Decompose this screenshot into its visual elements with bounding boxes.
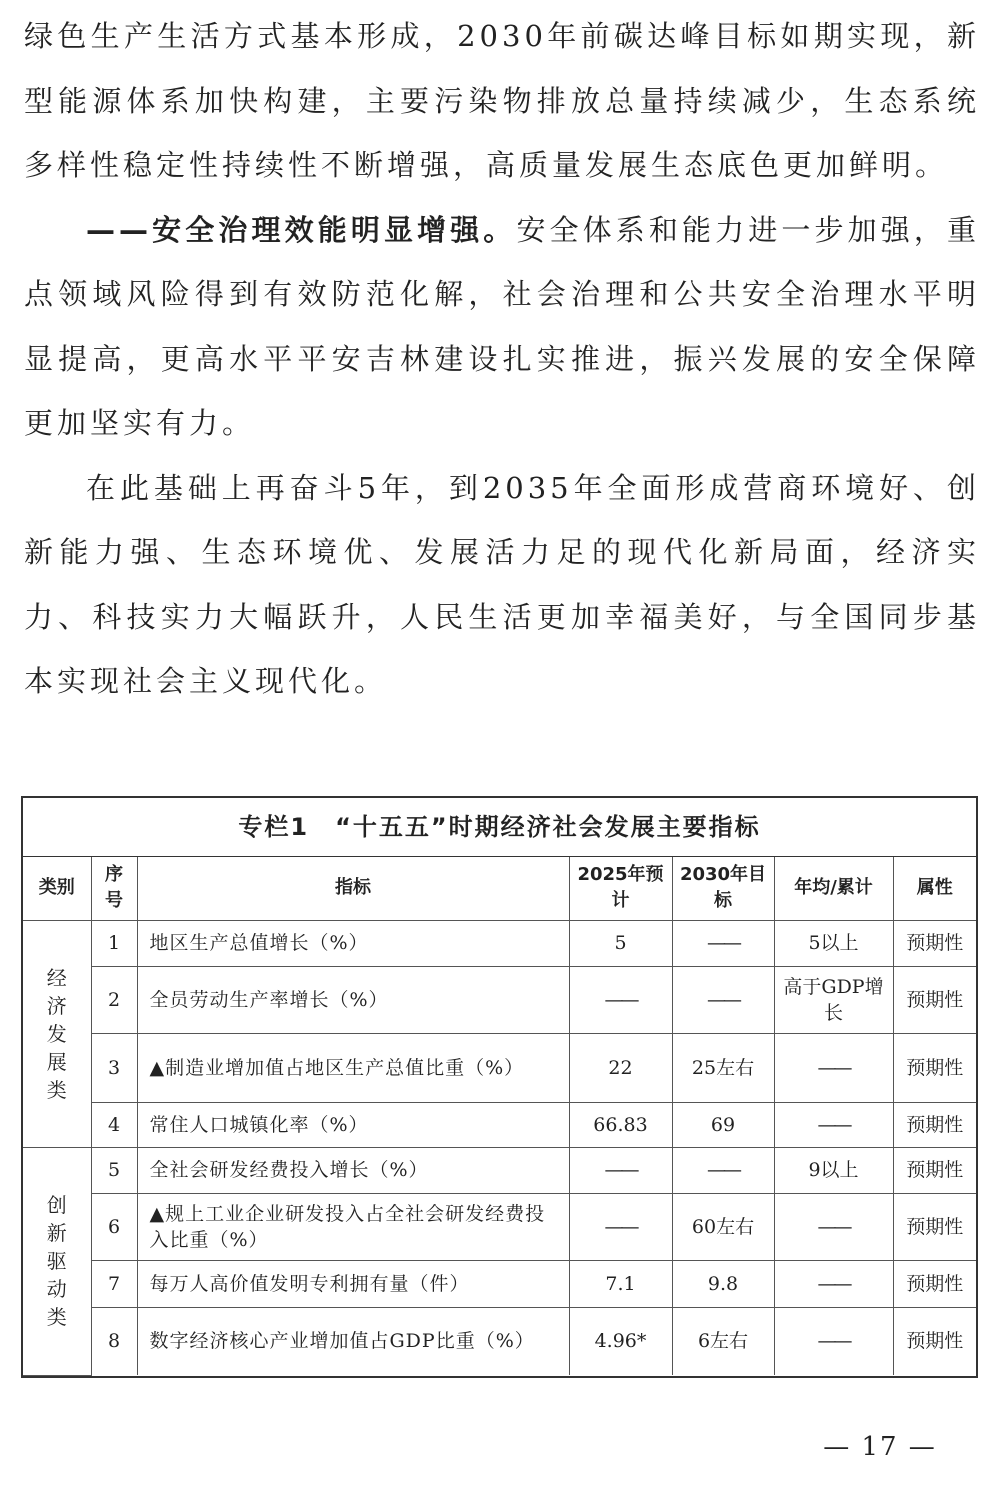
cell-2025: 5 (569, 920, 672, 966)
cell-seq: 3 (91, 1033, 137, 1102)
cell-seq: 5 (91, 1147, 137, 1193)
cell-indicator: 全社会研发经费投入增长（%） (137, 1147, 569, 1193)
cell-avg: —— (774, 1193, 893, 1260)
cell-2030: 25左右 (672, 1033, 774, 1102)
cell-indicator: 每万人高价值发明专利拥有量（件） (137, 1260, 569, 1307)
cell-2030: 9.8 (672, 1260, 774, 1307)
cell-2025: —— (569, 966, 672, 1033)
paragraph-2035-vision: 在此基础上再奋斗5年，到2035年全面形成营商环境好、创新能力强、生态环境优、发展活力足的现代化新局面，经济实力、科技实力大幅跃升，人民生活更加幸福美好，与全国同步基本实现社会主义现代化。 (24, 470, 980, 698)
cell-indicator: 全员劳动生产率增长（%） (137, 966, 569, 1033)
cell-attr: 预期性 (893, 966, 976, 1033)
table-header-row (23, 857, 976, 920)
cell-2025: —— (569, 1193, 672, 1260)
cell-2030: 60左右 (672, 1193, 774, 1260)
cell-avg: 9以上 (774, 1147, 893, 1193)
cell-2025: 66.83 (569, 1102, 672, 1147)
cell-indicator: 数字经济核心产业增加值占GDP比重（%） (137, 1307, 569, 1375)
table-row (23, 1307, 976, 1375)
cell-avg: —— (774, 1033, 893, 1102)
cell-2025: —— (569, 1147, 672, 1193)
cell-2030: 69 (672, 1102, 774, 1147)
paragraph-body: 安全体系和能力进一步加强，重点领域风险得到有效防范化解，社会治理和公共安全治理水平明显提高，更高水平平安吉林建设扎实推进，振兴发展的安全保障更加坚实有力。 (24, 212, 980, 440)
header-category: 类别 (23, 857, 91, 920)
cell-seq: 8 (91, 1307, 137, 1375)
cell-seq: 2 (91, 966, 137, 1033)
header-2030: 2030年目标 (672, 857, 774, 920)
cell-2030: 6左右 (672, 1307, 774, 1375)
indicator-table-box (21, 796, 978, 1378)
cell-attr: 预期性 (893, 1102, 976, 1147)
table-row (23, 1147, 976, 1193)
cell-indicator: 地区生产总值增长（%） (137, 920, 569, 966)
header-attr: 属性 (893, 857, 976, 920)
cell-avg: 高于GDP增长 (774, 966, 893, 1033)
table-row (23, 1193, 976, 1260)
header-avg: 年均/累计 (774, 857, 893, 920)
cell-seq: 7 (91, 1260, 137, 1307)
cell-2025: 7.1 (569, 1260, 672, 1307)
table-title: 专栏1 “十五五”时期经济社会发展主要指标 (23, 798, 976, 857)
header-indicator: 指标 (137, 857, 569, 920)
cell-attr: 预期性 (893, 1193, 976, 1260)
cell-avg: —— (774, 1102, 893, 1147)
paragraph-security-governance (24, 198, 980, 456)
category-cell-innovation (23, 1147, 91, 1375)
body-text (24, 4, 980, 714)
header-2025: 2025年预计 (569, 857, 672, 920)
cell-2025: 22 (569, 1033, 672, 1102)
table-row (23, 1033, 976, 1102)
cell-attr: 预期性 (893, 1307, 976, 1375)
cell-avg: 5以上 (774, 920, 893, 966)
page-number: — 17 — (823, 1432, 937, 1462)
category-cell-economic (23, 920, 91, 1147)
indicator-table (23, 857, 976, 1376)
cell-attr: 预期性 (893, 920, 976, 966)
cell-seq: 4 (91, 1102, 137, 1147)
table-row (23, 966, 976, 1033)
cell-attr: 预期性 (893, 1033, 976, 1102)
table-row (23, 1102, 976, 1147)
header-seq: 序号 (91, 857, 137, 920)
cell-2030: —— (672, 1147, 774, 1193)
cell-indicator: ▲规上工业企业研发投入占全社会研发经费投入比重（%） (137, 1193, 569, 1260)
cell-2030: —— (672, 920, 774, 966)
category-label: 创新驱动类 (46, 1193, 67, 1329)
table-row (23, 920, 976, 966)
cell-2025: 4.96* (569, 1307, 672, 1375)
cell-indicator: ▲制造业增加值占地区生产总值比重（%） (137, 1033, 569, 1102)
cell-avg: —— (774, 1260, 893, 1307)
cell-seq: 6 (91, 1193, 137, 1260)
cell-seq: 1 (91, 920, 137, 966)
cell-attr: 预期性 (893, 1260, 976, 1307)
cell-indicator: 常住人口城镇化率（%） (137, 1102, 569, 1147)
paragraph-lead-heading: ——安全治理效能明显增强。 (86, 212, 517, 247)
cell-attr: 预期性 (893, 1147, 976, 1193)
category-label: 经济发展类 (46, 965, 67, 1102)
paragraph-green-development: 绿色生产生活方式基本形成，2030年前碳达峰目标如期实现，新型能源体系加快构建，主要污染物排放总量持续减少，生态系统多样性稳定性持续性不断增强，高质量发展生态底色更加鲜明。 (24, 19, 980, 182)
table-row (23, 1260, 976, 1307)
cell-avg: —— (774, 1307, 893, 1375)
cell-2030: —— (672, 966, 774, 1033)
